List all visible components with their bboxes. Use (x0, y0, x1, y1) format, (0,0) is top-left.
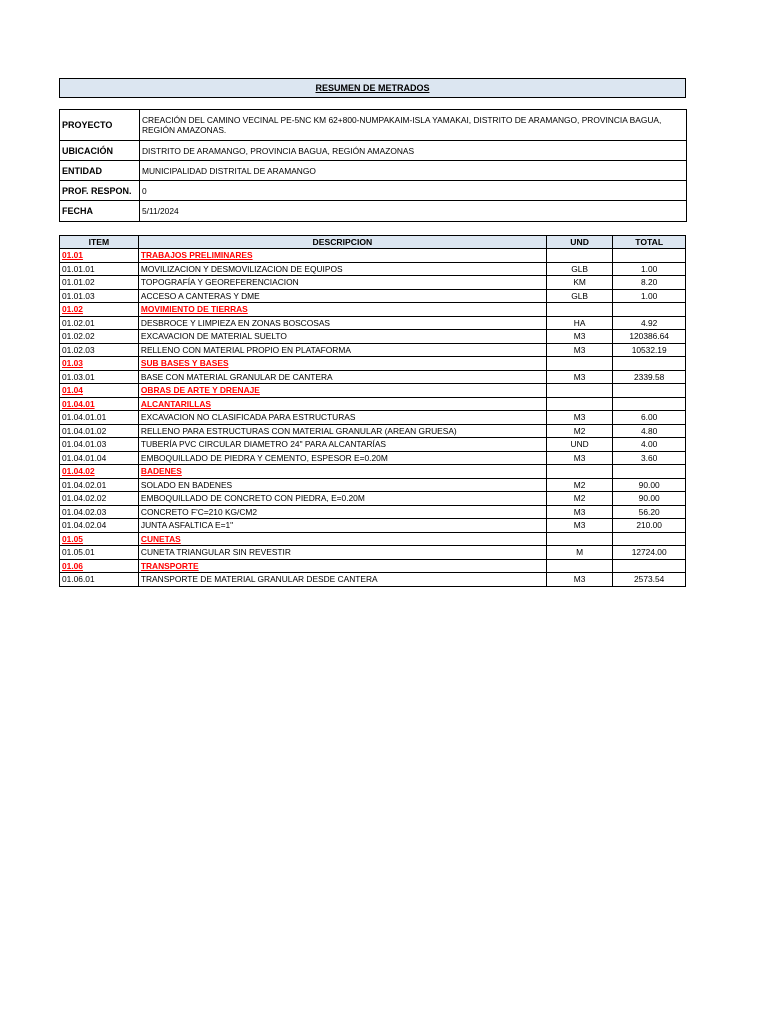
description-cell: TRANSPORTE (138, 559, 546, 573)
unit-cell (546, 384, 612, 398)
item-cell: 01.06 (60, 559, 139, 573)
item-cell: 01.04.01.02 (60, 424, 139, 438)
unit-cell: M3 (546, 370, 612, 384)
info-label: PROF. RESPON. (60, 181, 140, 201)
info-row-ubicacion (60, 141, 687, 161)
description-cell: EMBOQUILLADO DE CONCRETO CON PIEDRA, E=0.20M (138, 492, 546, 506)
table-row (60, 546, 686, 560)
info-value: DISTRITO DE ARAMANGO, PROVINCIA BAGUA, REGIÓN AMAZONAS (140, 141, 687, 161)
document-title: RESUMEN DE METRADOS (59, 78, 686, 98)
unit-cell: M3 (546, 411, 612, 425)
description-cell: ACCESO A CANTERAS Y DME (138, 289, 546, 303)
total-cell: 12724.00 (613, 546, 686, 560)
total-cell: 56.20 (613, 505, 686, 519)
table-row (60, 411, 686, 425)
metrados-table (59, 235, 686, 587)
item-cell: 01.04.01.03 (60, 438, 139, 452)
unit-cell: M3 (546, 330, 612, 344)
total-cell: 1.00 (613, 289, 686, 303)
unit-cell (546, 357, 612, 371)
table-row (60, 289, 686, 303)
info-value: MUNICIPALIDAD DISTRITAL DE ARAMANGO (140, 161, 687, 181)
unit-cell: M3 (546, 573, 612, 587)
info-row-fecha (60, 201, 687, 222)
description-cell: TRANSPORTE DE MATERIAL GRANULAR DESDE CANTERA (138, 573, 546, 587)
unit-cell: GLB (546, 289, 612, 303)
table-header-row (60, 236, 686, 249)
column-header-und: UND (546, 236, 612, 249)
item-cell: 01.02.03 (60, 343, 139, 357)
item-cell: 01.01.03 (60, 289, 139, 303)
section-row (60, 532, 686, 546)
section-row (60, 397, 686, 411)
description-cell: TUBERÍA PVC CIRCULAR DIAMETRO 24" PARA ALCANTARÍAS (138, 438, 546, 452)
unit-cell: UND (546, 438, 612, 452)
total-cell: 120386.64 (613, 330, 686, 344)
total-cell: 3.60 (613, 451, 686, 465)
info-row-proyecto (60, 110, 687, 141)
info-label: UBICACIÓN (60, 141, 140, 161)
item-cell: 01.04.02 (60, 465, 139, 479)
table-row (60, 573, 686, 587)
unit-cell (546, 465, 612, 479)
total-cell: 4.00 (613, 438, 686, 452)
total-cell (613, 559, 686, 573)
description-cell: BADENES (138, 465, 546, 479)
total-cell: 2573.54 (613, 573, 686, 587)
unit-cell: M2 (546, 424, 612, 438)
item-cell: 01.01.02 (60, 276, 139, 290)
unit-cell: HA (546, 316, 612, 330)
description-cell: RELLENO CON MATERIAL PROPIO EN PLATAFORMA (138, 343, 546, 357)
description-cell: SUB BASES Y BASES (138, 357, 546, 371)
unit-cell: M (546, 546, 612, 560)
item-cell: 01.04.02.02 (60, 492, 139, 506)
total-cell (613, 249, 686, 263)
total-cell: 6.00 (613, 411, 686, 425)
total-cell: 10532.19 (613, 343, 686, 357)
total-cell (613, 303, 686, 317)
description-cell: MOVIMIENTO DE TIERRAS (138, 303, 546, 317)
unit-cell: M2 (546, 478, 612, 492)
unit-cell: M3 (546, 519, 612, 533)
table-row (60, 316, 686, 330)
total-cell: 2339.58 (613, 370, 686, 384)
table-row (60, 451, 686, 465)
total-cell (613, 532, 686, 546)
total-cell: 1.00 (613, 262, 686, 276)
item-cell: 01.02 (60, 303, 139, 317)
table-row (60, 438, 686, 452)
unit-cell (546, 397, 612, 411)
unit-cell: M2 (546, 492, 612, 506)
description-cell: CUNETAS (138, 532, 546, 546)
info-label: FECHA (60, 201, 140, 222)
project-info-table (59, 109, 687, 222)
total-cell (613, 384, 686, 398)
unit-cell: M3 (546, 505, 612, 519)
item-cell: 01.01.01 (60, 262, 139, 276)
item-cell: 01.05 (60, 532, 139, 546)
description-cell: CONCRETO F'C=210 KG/CM2 (138, 505, 546, 519)
table-row (60, 370, 686, 384)
item-cell: 01.02.01 (60, 316, 139, 330)
section-row (60, 357, 686, 371)
column-header-descripcion: DESCRIPCION (138, 236, 546, 249)
table-row (60, 276, 686, 290)
table-row (60, 492, 686, 506)
description-cell: TRABAJOS PRELIMINARES (138, 249, 546, 263)
description-cell: RELLENO PARA ESTRUCTURAS CON MATERIAL GRANULAR (AREAN GRUESA) (138, 424, 546, 438)
item-cell: 01.01 (60, 249, 139, 263)
description-cell: CUNETA TRIANGULAR SIN REVESTIR (138, 546, 546, 560)
info-label: ENTIDAD (60, 161, 140, 181)
description-cell: BASE CON MATERIAL GRANULAR DE CANTERA (138, 370, 546, 384)
total-cell: 90.00 (613, 492, 686, 506)
unit-cell: M3 (546, 451, 612, 465)
description-cell: MOVILIZACION Y DESMOVILIZACION DE EQUIPOS (138, 262, 546, 276)
item-cell: 01.04.01.01 (60, 411, 139, 425)
description-cell: OBRAS DE ARTE Y DRENAJE (138, 384, 546, 398)
table-row (60, 343, 686, 357)
item-cell: 01.05.01 (60, 546, 139, 560)
unit-cell (546, 559, 612, 573)
item-cell: 01.04.02.04 (60, 519, 139, 533)
total-cell (613, 465, 686, 479)
section-row (60, 384, 686, 398)
description-cell: DESBROCE Y LIMPIEZA EN ZONAS BOSCOSAS (138, 316, 546, 330)
metrados-sheet (59, 78, 686, 587)
table-row (60, 519, 686, 533)
info-value: 5/11/2024 (140, 201, 687, 222)
item-cell: 01.04.02.01 (60, 478, 139, 492)
section-row (60, 249, 686, 263)
table-row (60, 424, 686, 438)
item-cell: 01.03.01 (60, 370, 139, 384)
column-header-item: ITEM (60, 236, 139, 249)
info-row-entidad (60, 161, 687, 181)
item-cell: 01.06.01 (60, 573, 139, 587)
description-cell: EXCAVACION DE MATERIAL SUELTO (138, 330, 546, 344)
item-cell: 01.04.02.03 (60, 505, 139, 519)
total-cell: 4.92 (613, 316, 686, 330)
total-cell: 210.00 (613, 519, 686, 533)
info-value: CREACIÓN DEL CAMINO VECINAL PE-5NC KM 62+800-NUMPAKAIM-ISLA YAMAKAI, DISTRITO DE ARAMANGO, PROVINCIA BAGUA, REGIÓN AMAZONAS. (140, 110, 687, 141)
total-cell: 4.80 (613, 424, 686, 438)
unit-cell (546, 303, 612, 317)
description-cell: EXCAVACION NO CLASIFICADA PARA ESTRUCTURAS (138, 411, 546, 425)
item-cell: 01.02.02 (60, 330, 139, 344)
description-cell: EMBOQUILLADO DE PIEDRA Y CEMENTO, ESPESOR E=0.20M (138, 451, 546, 465)
description-cell: SOLADO EN BADENES (138, 478, 546, 492)
table-row (60, 262, 686, 276)
total-cell (613, 397, 686, 411)
unit-cell: KM (546, 276, 612, 290)
table-row (60, 478, 686, 492)
item-cell: 01.04 (60, 384, 139, 398)
unit-cell (546, 249, 612, 263)
column-header-total: TOTAL (613, 236, 686, 249)
item-cell: 01.04.01.04 (60, 451, 139, 465)
info-label: PROYECTO (60, 110, 140, 141)
description-cell: ALCANTARILLAS (138, 397, 546, 411)
total-cell: 8.20 (613, 276, 686, 290)
section-row (60, 303, 686, 317)
unit-cell (546, 532, 612, 546)
description-cell: TOPOGRAFÍA Y GEOREFERENCIACION (138, 276, 546, 290)
table-row (60, 505, 686, 519)
total-cell: 90.00 (613, 478, 686, 492)
item-cell: 01.04.01 (60, 397, 139, 411)
unit-cell: GLB (546, 262, 612, 276)
table-row (60, 330, 686, 344)
description-cell: JUNTA ASFALTICA E=1" (138, 519, 546, 533)
item-cell: 01.03 (60, 357, 139, 371)
section-row (60, 465, 686, 479)
unit-cell: M3 (546, 343, 612, 357)
section-row (60, 559, 686, 573)
info-value: 0 (140, 181, 687, 201)
info-row-prof-respon (60, 181, 687, 201)
total-cell (613, 357, 686, 371)
